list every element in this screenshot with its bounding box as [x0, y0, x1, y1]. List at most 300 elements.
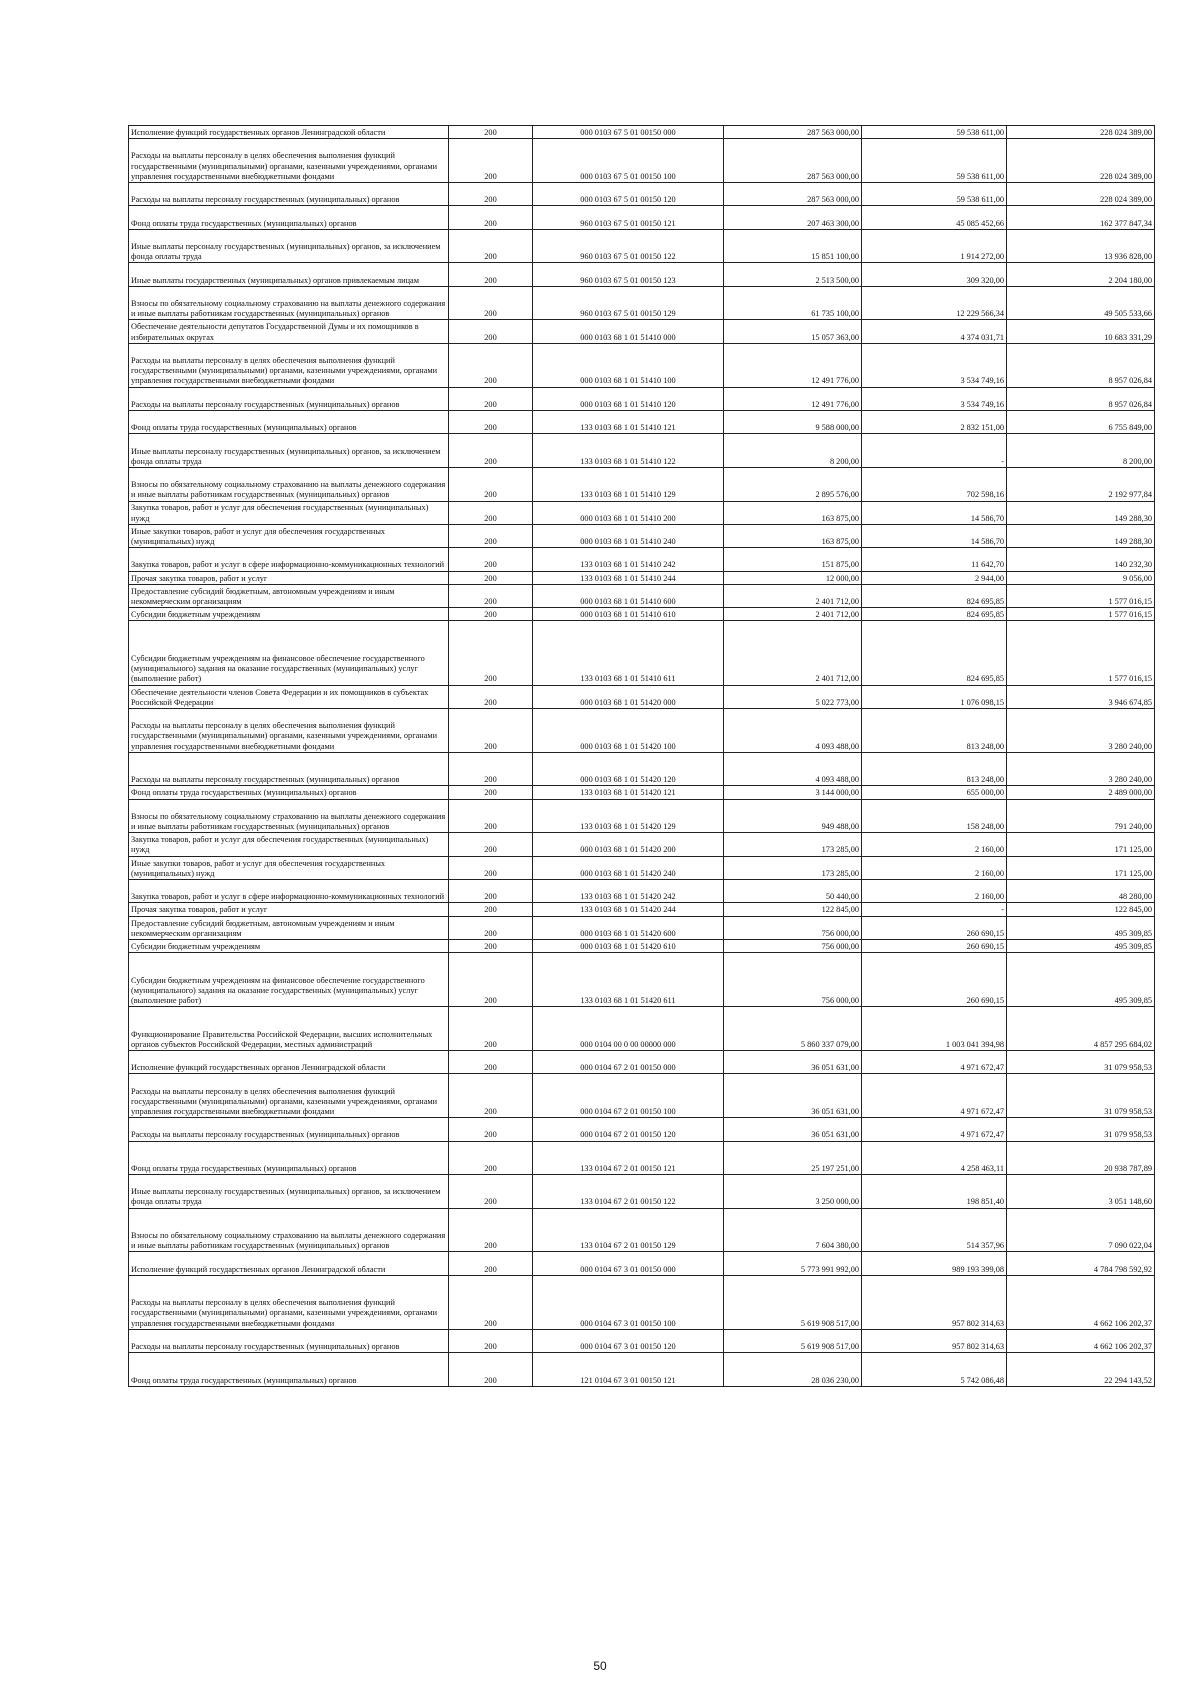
- row-code-cell: 200: [449, 799, 533, 833]
- table-row: [129, 263, 1155, 286]
- row-name-cell: Взносы по обязательному социальному страхованию на выплаты денежного содержания и иные выплаты работникам государственных (муниципальных) органов: [129, 799, 449, 833]
- row-code-cell: 200: [449, 182, 533, 205]
- row-unexecuted-cell: 791 240,00: [1007, 799, 1155, 833]
- row-kbk-cell: 000 0103 68 1 01 51410 240: [533, 524, 724, 547]
- row-kbk-cell: 000 0103 68 1 01 51410 200: [533, 501, 724, 524]
- row-unexecuted-cell: 3 051 148,60: [1007, 1175, 1155, 1209]
- row-approved-cell: 756 000,00: [724, 953, 862, 1007]
- row-name-cell: Субсидии бюджетным учреждениям на финансовое обеспечение государственного (муниципального) задания на оказание государственных (муниципальных) услуг (выполнение работ): [129, 621, 449, 685]
- row-unexecuted-cell: 48 280,00: [1007, 879, 1155, 902]
- row-executed-cell: 824 695,85: [862, 608, 1007, 621]
- row-code-cell: 200: [449, 1208, 533, 1252]
- table-row: [129, 387, 1155, 410]
- row-kbk-cell: 133 0104 67 2 01 00150 129: [533, 1208, 724, 1252]
- row-code-cell: 200: [449, 571, 533, 584]
- row-approved-cell: 173 285,00: [724, 856, 862, 879]
- row-unexecuted-cell: 10 683 331,29: [1007, 320, 1155, 343]
- row-executed-cell: 2 160,00: [862, 833, 1007, 856]
- row-executed-cell: 14 586,70: [862, 524, 1007, 547]
- row-executed-cell: 4 971 672,47: [862, 1074, 1007, 1118]
- row-name-cell: Иные закупки товаров, работ и услуг для обеспечения государственных (муниципальных) нужд: [129, 524, 449, 547]
- row-executed-cell: 824 695,85: [862, 621, 1007, 685]
- row-name-cell: Закупка товаров, работ и услуг в сфере информационно-коммуникационных технологий: [129, 879, 449, 902]
- row-kbk-cell: 000 0103 67 5 01 00150 120: [533, 182, 724, 205]
- table-row: [129, 343, 1155, 387]
- row-code-cell: 200: [449, 621, 533, 685]
- row-unexecuted-cell: 3 946 674,85: [1007, 685, 1155, 708]
- table-row: [129, 685, 1155, 708]
- row-approved-cell: 5 619 908 517,00: [724, 1275, 862, 1329]
- row-code-cell: 200: [449, 1275, 533, 1329]
- row-kbk-cell: 000 0104 67 3 01 00150 000: [533, 1252, 724, 1275]
- row-kbk-cell: 133 0103 68 1 01 51410 611: [533, 621, 724, 685]
- row-executed-cell: 260 690,15: [862, 939, 1007, 952]
- row-executed-cell: 59 538 611,00: [862, 139, 1007, 183]
- row-approved-cell: 287 563 000,00: [724, 182, 862, 205]
- table-row: [129, 548, 1155, 571]
- row-executed-cell: 702 598,16: [862, 467, 1007, 501]
- row-approved-cell: 3 144 000,00: [724, 786, 862, 799]
- row-kbk-cell: 000 0103 68 1 01 51410 120: [533, 387, 724, 410]
- row-approved-cell: 12 000,00: [724, 571, 862, 584]
- row-executed-cell: 45 085 452,66: [862, 206, 1007, 229]
- table-row: [129, 1329, 1155, 1352]
- row-name-cell: Исполнение функций государственных органов Ленинградской области: [129, 1050, 449, 1073]
- row-approved-cell: 2 895 576,00: [724, 467, 862, 501]
- row-approved-cell: 8 200,00: [724, 434, 862, 468]
- row-executed-cell: 824 695,85: [862, 584, 1007, 607]
- row-name-cell: Предоставление субсидий бюджетным, автономным учреждениям и иным некоммерческим организациям: [129, 584, 449, 607]
- row-approved-cell: 12 491 776,00: [724, 343, 862, 387]
- row-executed-cell: 5 742 086,48: [862, 1353, 1007, 1387]
- row-unexecuted-cell: 4 857 295 684,02: [1007, 1007, 1155, 1051]
- row-kbk-cell: 960 0103 67 5 01 00150 129: [533, 286, 724, 320]
- row-approved-cell: 163 875,00: [724, 501, 862, 524]
- row-name-cell: Прочая закупка товаров, работ и услуг: [129, 903, 449, 916]
- row-kbk-cell: 133 0103 68 1 01 51410 122: [533, 434, 724, 468]
- row-kbk-cell: 121 0104 67 3 01 00150 121: [533, 1353, 724, 1387]
- row-unexecuted-cell: 9 056,00: [1007, 571, 1155, 584]
- table-row: [129, 1050, 1155, 1073]
- row-executed-cell: 4 971 672,47: [862, 1118, 1007, 1141]
- row-kbk-cell: 133 0103 68 1 01 51420 244: [533, 903, 724, 916]
- row-code-cell: 200: [449, 903, 533, 916]
- row-name-cell: Расходы на выплаты персоналу в целях обеспечения выполнения функций государственными (муниципальными) органами, казенными учреждениями, органами управления государственными внебюджетными фондами: [129, 1074, 449, 1118]
- table-row: [129, 126, 1155, 139]
- row-approved-cell: 12 491 776,00: [724, 387, 862, 410]
- row-name-cell: Закупка товаров, работ и услуг в сфере информационно-коммуникационных технологий: [129, 548, 449, 571]
- row-name-cell: Обеспечение деятельности депутатов Государственной Думы и их помощников в избирательных округах: [129, 320, 449, 343]
- row-name-cell: Фонд оплаты труда государственных (муниципальных) органов: [129, 786, 449, 799]
- row-executed-cell: 158 248,00: [862, 799, 1007, 833]
- row-name-cell: Расходы на выплаты персоналу государственных (муниципальных) органов: [129, 1329, 449, 1352]
- row-code-cell: 200: [449, 1141, 533, 1175]
- row-executed-cell: 4 971 672,47: [862, 1050, 1007, 1073]
- row-kbk-cell: 960 0103 67 5 01 00150 122: [533, 229, 724, 263]
- row-unexecuted-cell: 8 957 026,84: [1007, 343, 1155, 387]
- row-unexecuted-cell: 4 662 106 202,37: [1007, 1329, 1155, 1352]
- row-unexecuted-cell: 122 845,00: [1007, 903, 1155, 916]
- table-row: [129, 320, 1155, 343]
- row-name-cell: Иные выплаты персоналу государственных (муниципальных) органов, за исключением фонда оплаты труда: [129, 1175, 449, 1209]
- row-unexecuted-cell: 495 309,85: [1007, 916, 1155, 939]
- row-executed-cell: 514 357,96: [862, 1208, 1007, 1252]
- row-approved-cell: 50 440,00: [724, 879, 862, 902]
- row-executed-cell: 4 258 463,11: [862, 1141, 1007, 1175]
- row-kbk-cell: 133 0103 68 1 01 51420 611: [533, 953, 724, 1007]
- row-code-cell: 200: [449, 1329, 533, 1352]
- table-row: [129, 1175, 1155, 1209]
- row-executed-cell: 4 374 031,71: [862, 320, 1007, 343]
- row-approved-cell: 4 093 488,00: [724, 709, 862, 753]
- row-kbk-cell: 133 0104 67 2 01 00150 121: [533, 1141, 724, 1175]
- row-code-cell: 200: [449, 548, 533, 571]
- row-executed-cell: 957 802 314,63: [862, 1275, 1007, 1329]
- row-approved-cell: 207 463 300,00: [724, 206, 862, 229]
- table-row: [129, 903, 1155, 916]
- row-name-cell: Фонд оплаты труда государственных (муниципальных) органов: [129, 1353, 449, 1387]
- row-unexecuted-cell: 7 090 022,04: [1007, 1208, 1155, 1252]
- row-unexecuted-cell: 1 577 016,15: [1007, 621, 1155, 685]
- row-unexecuted-cell: 228 024 389,00: [1007, 126, 1155, 139]
- table-row: [129, 621, 1155, 685]
- row-name-cell: Субсидии бюджетным учреждениям на финансовое обеспечение государственного (муниципального) задания на оказание государственных (муниципальных) услуг (выполнение работ): [129, 953, 449, 1007]
- row-executed-cell: 12 229 566,34: [862, 286, 1007, 320]
- table-row: [129, 799, 1155, 833]
- row-kbk-cell: 000 0103 68 1 01 51410 000: [533, 320, 724, 343]
- row-executed-cell: 260 690,15: [862, 953, 1007, 1007]
- row-kbk-cell: 960 0103 67 5 01 00150 121: [533, 206, 724, 229]
- row-kbk-cell: 000 0103 68 1 01 51420 240: [533, 856, 724, 879]
- table-row: [129, 206, 1155, 229]
- row-name-cell: Фонд оплаты труда государственных (муниципальных) органов: [129, 206, 449, 229]
- table-row: [129, 1141, 1155, 1175]
- row-approved-cell: 3 250 000,00: [724, 1175, 862, 1209]
- row-unexecuted-cell: 8 200,00: [1007, 434, 1155, 468]
- row-code-cell: 200: [449, 263, 533, 286]
- row-name-cell: Расходы на выплаты персоналу государственных (муниципальных) органов: [129, 182, 449, 205]
- row-unexecuted-cell: 171 125,00: [1007, 833, 1155, 856]
- row-unexecuted-cell: 6 755 849,00: [1007, 410, 1155, 433]
- row-approved-cell: 5 022 773,00: [724, 685, 862, 708]
- row-name-cell: Фонд оплаты труда государственных (муниципальных) органов: [129, 410, 449, 433]
- row-unexecuted-cell: 31 079 958,53: [1007, 1074, 1155, 1118]
- row-kbk-cell: 000 0103 68 1 01 51410 600: [533, 584, 724, 607]
- row-unexecuted-cell: 228 024 389,00: [1007, 139, 1155, 183]
- row-kbk-cell: 133 0103 68 1 01 51410 242: [533, 548, 724, 571]
- row-executed-cell: 1 076 098,15: [862, 685, 1007, 708]
- row-unexecuted-cell: 13 936 828,00: [1007, 229, 1155, 263]
- row-executed-cell: 198 851,40: [862, 1175, 1007, 1209]
- row-approved-cell: 5 860 337 079,00: [724, 1007, 862, 1051]
- row-code-cell: 200: [449, 752, 533, 786]
- row-kbk-cell: 000 0104 67 2 01 00150 120: [533, 1118, 724, 1141]
- row-code-cell: 200: [449, 685, 533, 708]
- row-executed-cell: 2 160,00: [862, 879, 1007, 902]
- row-executed-cell: 3 534 749,16: [862, 387, 1007, 410]
- row-executed-cell: 14 586,70: [862, 501, 1007, 524]
- row-unexecuted-cell: 495 309,85: [1007, 939, 1155, 952]
- table-row: [129, 833, 1155, 856]
- row-approved-cell: 756 000,00: [724, 939, 862, 952]
- row-unexecuted-cell: 4 662 106 202,37: [1007, 1275, 1155, 1329]
- row-name-cell: Исполнение функций государственных органов Ленинградской области: [129, 1252, 449, 1275]
- row-code-cell: 200: [449, 467, 533, 501]
- table-row: [129, 1252, 1155, 1275]
- row-code-cell: 200: [449, 343, 533, 387]
- row-kbk-cell: 000 0103 68 1 01 51410 610: [533, 608, 724, 621]
- row-kbk-cell: 133 0103 68 1 01 51410 121: [533, 410, 724, 433]
- row-executed-cell: 655 000,00: [862, 786, 1007, 799]
- page-number: 50: [593, 1659, 607, 1673]
- row-code-cell: 200: [449, 1074, 533, 1118]
- row-executed-cell: 11 642,70: [862, 548, 1007, 571]
- row-unexecuted-cell: 228 024 389,00: [1007, 182, 1155, 205]
- row-executed-cell: -: [862, 903, 1007, 916]
- table-row: [129, 786, 1155, 799]
- row-approved-cell: 36 051 631,00: [724, 1118, 862, 1141]
- row-approved-cell: 2 401 712,00: [724, 608, 862, 621]
- table-row: [129, 1007, 1155, 1051]
- table-row: [129, 1353, 1155, 1387]
- row-kbk-cell: 133 0103 68 1 01 51420 129: [533, 799, 724, 833]
- row-name-cell: Обеспечение деятельности членов Совета Федерации и их помощников в субъектах Российской Федерации: [129, 685, 449, 708]
- table-row: [129, 939, 1155, 952]
- table-row: [129, 709, 1155, 753]
- table-row: [129, 752, 1155, 786]
- row-name-cell: Иные выплаты персоналу государственных (муниципальных) органов, за исключением фонда оплаты труда: [129, 229, 449, 263]
- row-approved-cell: 163 875,00: [724, 524, 862, 547]
- table-row: [129, 434, 1155, 468]
- table-row: [129, 467, 1155, 501]
- row-executed-cell: -: [862, 434, 1007, 468]
- table-row: [129, 953, 1155, 1007]
- row-approved-cell: 61 735 100,00: [724, 286, 862, 320]
- table-row: [129, 879, 1155, 902]
- row-name-cell: Иные выплаты государственных (муниципальных) органов привлекаемым лицам: [129, 263, 449, 286]
- table-row: [129, 524, 1155, 547]
- row-code-cell: 200: [449, 1252, 533, 1275]
- row-code-cell: 200: [449, 584, 533, 607]
- row-name-cell: Взносы по обязательному социальному страхованию на выплаты денежного содержания и иные выплаты работникам государственных (муниципальных) органов: [129, 1208, 449, 1252]
- row-code-cell: 200: [449, 709, 533, 753]
- row-code-cell: 200: [449, 1050, 533, 1073]
- row-kbk-cell: 000 0103 68 1 01 51420 120: [533, 752, 724, 786]
- row-approved-cell: 287 563 000,00: [724, 139, 862, 183]
- row-unexecuted-cell: 140 232,30: [1007, 548, 1155, 571]
- row-kbk-cell: 133 0104 67 2 01 00150 122: [533, 1175, 724, 1209]
- row-name-cell: Расходы на выплаты персоналу государственных (муниципальных) органов: [129, 1118, 449, 1141]
- row-unexecuted-cell: 2 489 000,00: [1007, 786, 1155, 799]
- row-name-cell: Расходы на выплаты персоналу государственных (муниципальных) органов: [129, 752, 449, 786]
- row-unexecuted-cell: 8 957 026,84: [1007, 387, 1155, 410]
- row-approved-cell: 9 588 000,00: [724, 410, 862, 433]
- row-executed-cell: 813 248,00: [862, 752, 1007, 786]
- table-row: [129, 1118, 1155, 1141]
- row-kbk-cell: 133 0103 68 1 01 51420 242: [533, 879, 724, 902]
- row-executed-cell: 2 944,00: [862, 571, 1007, 584]
- row-name-cell: Субсидии бюджетным учреждениям: [129, 939, 449, 952]
- row-kbk-cell: 960 0103 67 5 01 00150 123: [533, 263, 724, 286]
- row-executed-cell: 2 832 151,00: [862, 410, 1007, 433]
- row-name-cell: Субсидии бюджетным учреждениям: [129, 608, 449, 621]
- row-unexecuted-cell: 149 288,30: [1007, 501, 1155, 524]
- row-name-cell: Иные закупки товаров, работ и услуг для обеспечения государственных (муниципальных) нужд: [129, 856, 449, 879]
- row-approved-cell: 36 051 631,00: [724, 1074, 862, 1118]
- row-name-cell: Расходы на выплаты персоналу в целях обеспечения выполнения функций государственными (муниципальными) органами, казенными учреждениями, органами управления государственными внебюджетными фондами: [129, 139, 449, 183]
- row-unexecuted-cell: 20 938 787,89: [1007, 1141, 1155, 1175]
- row-approved-cell: 4 093 488,00: [724, 752, 862, 786]
- row-code-cell: 200: [449, 1353, 533, 1387]
- row-name-cell: Взносы по обязательному социальному страхованию на выплаты денежного содержания и иные выплаты работникам государственных (муниципальных) органов: [129, 467, 449, 501]
- row-kbk-cell: 000 0103 68 1 01 51420 100: [533, 709, 724, 753]
- row-code-cell: 200: [449, 856, 533, 879]
- row-kbk-cell: 000 0103 68 1 01 51420 600: [533, 916, 724, 939]
- row-code-cell: 200: [449, 786, 533, 799]
- row-kbk-cell: 133 0103 68 1 01 51410 129: [533, 467, 724, 501]
- table-row: [129, 1275, 1155, 1329]
- row-unexecuted-cell: 3 280 240,00: [1007, 709, 1155, 753]
- row-approved-cell: 2 401 712,00: [724, 621, 862, 685]
- row-kbk-cell: 000 0104 67 3 01 00150 120: [533, 1329, 724, 1352]
- row-unexecuted-cell: 2 192 977,84: [1007, 467, 1155, 501]
- row-approved-cell: 7 604 380,00: [724, 1208, 862, 1252]
- row-approved-cell: 15 057 363,00: [724, 320, 862, 343]
- row-approved-cell: 2 513 500,00: [724, 263, 862, 286]
- row-executed-cell: 3 534 749,16: [862, 343, 1007, 387]
- row-approved-cell: 25 197 251,00: [724, 1141, 862, 1175]
- table-row: [129, 286, 1155, 320]
- row-unexecuted-cell: 162 377 847,34: [1007, 206, 1155, 229]
- row-name-cell: Иные выплаты персоналу государственных (муниципальных) органов, за исключением фонда оплаты труда: [129, 434, 449, 468]
- row-code-cell: 200: [449, 524, 533, 547]
- row-approved-cell: 287 563 000,00: [724, 126, 862, 139]
- row-kbk-cell: 000 0103 68 1 01 51420 610: [533, 939, 724, 952]
- row-approved-cell: 949 488,00: [724, 799, 862, 833]
- table-row: [129, 916, 1155, 939]
- row-name-cell: Расходы на выплаты персоналу в целях обеспечения выполнения функций государственными (муниципальными) органами, казенными учреждениями, органами управления государственными внебюджетными фондами: [129, 709, 449, 753]
- row-code-cell: 200: [449, 879, 533, 902]
- row-executed-cell: 260 690,15: [862, 916, 1007, 939]
- row-code-cell: 200: [449, 833, 533, 856]
- row-approved-cell: 28 036 230,00: [724, 1353, 862, 1387]
- row-kbk-cell: 000 0103 67 5 01 00150 100: [533, 139, 724, 183]
- table-row: [129, 501, 1155, 524]
- row-name-cell: Расходы на выплаты персоналу в целях обеспечения выполнения функций государственными (муниципальными) органами, казенными учреждениями, органами управления государственными внебюджетными фондами: [129, 343, 449, 387]
- row-approved-cell: 15 851 100,00: [724, 229, 862, 263]
- row-kbk-cell: 000 0104 67 2 01 00150 100: [533, 1074, 724, 1118]
- row-approved-cell: 122 845,00: [724, 903, 862, 916]
- row-unexecuted-cell: 49 505 533,66: [1007, 286, 1155, 320]
- row-code-cell: 200: [449, 953, 533, 1007]
- row-name-cell: Прочая закупка товаров, работ и услуг: [129, 571, 449, 584]
- table-row: [129, 410, 1155, 433]
- row-code-cell: 200: [449, 206, 533, 229]
- row-name-cell: Функционирование Правительства Российской Федерации, высших исполнительных органов субъектов Российской Федерации, местных администраций: [129, 1007, 449, 1051]
- row-executed-cell: 1 914 272,00: [862, 229, 1007, 263]
- row-code-cell: 200: [449, 1007, 533, 1051]
- row-approved-cell: 36 051 631,00: [724, 1050, 862, 1073]
- row-unexecuted-cell: 4 784 798 592,92: [1007, 1252, 1155, 1275]
- row-name-cell: Взносы по обязательному социальному страхованию на выплаты денежного содержания и иные выплаты работникам государственных (муниципальных) органов: [129, 286, 449, 320]
- row-executed-cell: 813 248,00: [862, 709, 1007, 753]
- row-code-cell: 200: [449, 126, 533, 139]
- row-approved-cell: 151 875,00: [724, 548, 862, 571]
- row-unexecuted-cell: 1 577 016,15: [1007, 608, 1155, 621]
- row-executed-cell: 59 538 611,00: [862, 182, 1007, 205]
- row-executed-cell: 989 193 399,08: [862, 1252, 1007, 1275]
- row-executed-cell: 1 003 041 394,98: [862, 1007, 1007, 1051]
- row-kbk-cell: 000 0103 68 1 01 51420 200: [533, 833, 724, 856]
- row-unexecuted-cell: 495 309,85: [1007, 953, 1155, 1007]
- row-executed-cell: 2 160,00: [862, 856, 1007, 879]
- row-kbk-cell: 000 0104 00 0 00 00000 000: [533, 1007, 724, 1051]
- row-code-cell: 200: [449, 229, 533, 263]
- row-unexecuted-cell: 171 125,00: [1007, 856, 1155, 879]
- table-row: [129, 229, 1155, 263]
- row-approved-cell: 173 285,00: [724, 833, 862, 856]
- row-name-cell: Закупка товаров, работ и услуг для обеспечения государственных (муниципальных) нужд: [129, 833, 449, 856]
- row-unexecuted-cell: 149 288,30: [1007, 524, 1155, 547]
- row-unexecuted-cell: 31 079 958,53: [1007, 1118, 1155, 1141]
- row-executed-cell: 309 320,00: [862, 263, 1007, 286]
- table-row: [129, 1208, 1155, 1252]
- row-approved-cell: 5 773 991 992,00: [724, 1252, 862, 1275]
- row-code-cell: 200: [449, 939, 533, 952]
- row-approved-cell: 2 401 712,00: [724, 584, 862, 607]
- row-code-cell: 200: [449, 608, 533, 621]
- table-row: [129, 856, 1155, 879]
- row-code-cell: 200: [449, 916, 533, 939]
- row-code-cell: 200: [449, 410, 533, 433]
- row-code-cell: 200: [449, 139, 533, 183]
- row-approved-cell: 756 000,00: [724, 916, 862, 939]
- row-code-cell: 200: [449, 434, 533, 468]
- row-kbk-cell: 133 0103 68 1 01 51420 121: [533, 786, 724, 799]
- row-unexecuted-cell: 2 204 180,00: [1007, 263, 1155, 286]
- row-name-cell: Предоставление субсидий бюджетным, автономным учреждениям и иным некоммерческим организациям: [129, 916, 449, 939]
- row-code-cell: 200: [449, 1118, 533, 1141]
- table-row: [129, 182, 1155, 205]
- row-executed-cell: 957 802 314,63: [862, 1329, 1007, 1352]
- row-executed-cell: 59 538 611,00: [862, 126, 1007, 139]
- table-body: [129, 126, 1155, 1387]
- table-row: [129, 608, 1155, 621]
- row-name-cell: Фонд оплаты труда государственных (муниципальных) органов: [129, 1141, 449, 1175]
- row-unexecuted-cell: 31 079 958,53: [1007, 1050, 1155, 1073]
- row-name-cell: Расходы на выплаты персоналу государственных (муниципальных) органов: [129, 387, 449, 410]
- row-code-cell: 200: [449, 1175, 533, 1209]
- row-kbk-cell: 000 0103 68 1 01 51410 100: [533, 343, 724, 387]
- table-row: [129, 1074, 1155, 1118]
- row-code-cell: 200: [449, 286, 533, 320]
- row-kbk-cell: 000 0104 67 3 01 00150 100: [533, 1275, 724, 1329]
- row-unexecuted-cell: 1 577 016,15: [1007, 584, 1155, 607]
- row-name-cell: Исполнение функций государственных органов Ленинградской области: [129, 126, 449, 139]
- row-unexecuted-cell: 3 280 240,00: [1007, 752, 1155, 786]
- budget-execution-table: [128, 125, 1155, 1387]
- row-kbk-cell: 000 0103 67 5 01 00150 000: [533, 126, 724, 139]
- row-code-cell: 200: [449, 320, 533, 343]
- row-kbk-cell: 000 0103 68 1 01 51420 000: [533, 685, 724, 708]
- row-approved-cell: 5 619 908 517,00: [724, 1329, 862, 1352]
- row-kbk-cell: 000 0104 67 2 01 00150 000: [533, 1050, 724, 1073]
- row-unexecuted-cell: 22 294 143,52: [1007, 1353, 1155, 1387]
- row-code-cell: 200: [449, 501, 533, 524]
- table-row: [129, 139, 1155, 183]
- row-code-cell: 200: [449, 387, 533, 410]
- table-row: [129, 571, 1155, 584]
